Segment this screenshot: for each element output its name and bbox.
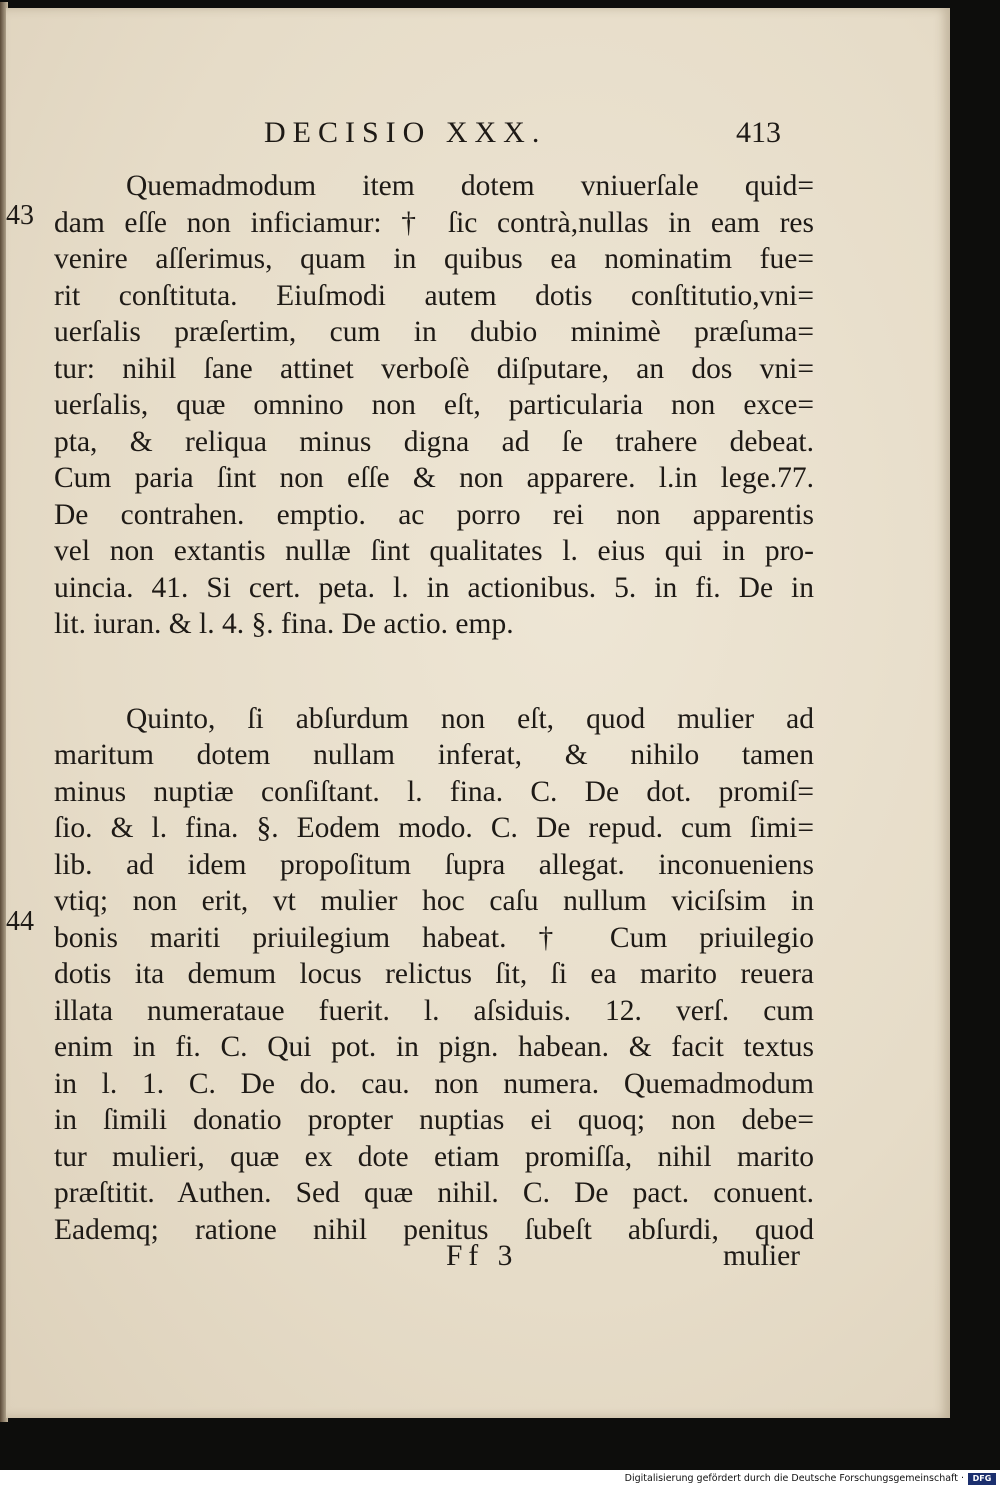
- paragraph: [54, 168, 814, 643]
- text-block: [54, 168, 814, 1248]
- text-line: uerſalis præſertim, cum in dubio minimè præſuma=: [54, 316, 814, 348]
- text-line: ſio. & l. fina. §. Eodem modo. C. De repud. cum ſimi=: [54, 812, 814, 844]
- signature-mark: Ff 3: [446, 1240, 519, 1272]
- text-line: pta, & reliqua minus digna ad ſe trahere debeat.: [54, 425, 814, 458]
- paragraph: [54, 701, 814, 1249]
- funding-credit: Digitalisierung gefördert durch die Deutsche Forschungsgemeinschaft ·: [624, 1473, 964, 1484]
- text-line: tur: nihil ſane attinet verboſè diſputare, an dos vni=: [54, 352, 814, 385]
- text-line: illata numerataue fuerit. l. aſsiduis. 12. verſ. cum: [54, 994, 814, 1027]
- text-line: præſtitit. Authen. Sed quæ nihil. C. De pact. conuent.: [54, 1177, 814, 1209]
- text-line: dam eſſe non inficiamur: † ſic contrà,nullas in eam res: [54, 206, 814, 239]
- text-line: bonis mariti priuilegium habeat. † Cum priuilegio: [54, 921, 814, 954]
- text-line: uincia. 41. Si cert. peta. l. in actionibus. 5. in fi. De in: [54, 571, 814, 604]
- text-line: De contrahen. emptio. ac porro rei non apparentis: [54, 498, 814, 531]
- text-line: dotis ita demum locus relictus ſit, ſi ea marito reuera: [54, 958, 814, 990]
- text-line: Quemadmodum item dotem vniuerſale quid=: [126, 170, 814, 202]
- footer-bar: [0, 1470, 1000, 1489]
- text-line: enim in fi. C. Qui pot. in pign. habean. & facit textus: [54, 1031, 814, 1063]
- text-line: Eademq; ratione nihil penitus ſubeſt abſurdi, quod: [54, 1213, 814, 1246]
- text-line: minus nuptiæ conſiſtant. l. fina. C. De dot. promiſ=: [54, 775, 814, 808]
- text-line: in l. 1. C. De do. cau. non numera. Quemadmodum: [54, 1067, 814, 1100]
- paragraph-gap: [54, 643, 814, 701]
- text-line: vtiq; non erit, vt mulier hoc caſu nullum viciſsim in: [54, 885, 814, 917]
- margin-number: 43: [6, 200, 34, 231]
- running-head: DECISIO XXX.: [264, 116, 547, 149]
- text-line: venire aſſerimus, quam in quibus ea nominatim fue=: [54, 243, 814, 275]
- text-line: in ſimili donatio propter nuptias ei quoq; non debe=: [54, 1104, 814, 1136]
- text-line: lit. iuran. & l. 4. §. fina. De actio. emp.: [54, 608, 514, 640]
- dfg-logo-icon: DFG: [968, 1473, 996, 1485]
- text-line: maritum dotem nullam inferat, & nihilo tamen: [54, 739, 814, 771]
- text-line: Quinto, ſi abſurdum non eſt, quod mulier ad: [126, 702, 814, 735]
- text-line: lib. ad idem propoſitum ſupra allegat. inconueniens: [54, 848, 814, 881]
- catchword: mulier: [722, 1240, 800, 1272]
- margin-number: 44: [6, 906, 34, 937]
- text-line: tur mulieri, quæ ex dote etiam promiſſa, nihil marito: [54, 1140, 814, 1173]
- page-number: 413: [736, 116, 781, 149]
- text-line: uerſalis, quæ omnino non eſt, particularia non exce=: [54, 389, 814, 421]
- book-page: [6, 8, 950, 1418]
- text-line: Cum paria ſint non eſſe & non apparere. l.in lege.77.: [54, 462, 814, 494]
- text-line: vel non extantis nullæ ſint qualitates l. eius qui in pro-: [54, 535, 814, 567]
- text-line: rit conſtituta. Eiuſmodi autem dotis conſtitutio,vni=: [54, 279, 814, 312]
